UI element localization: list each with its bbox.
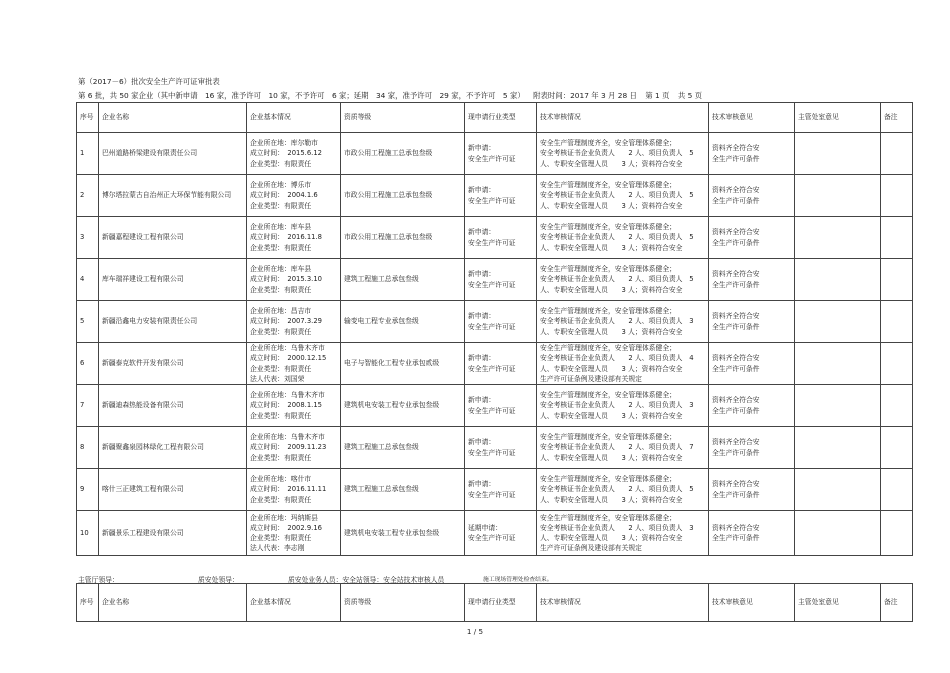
tech-review-detail-line: 安全生产管理制度齐全，安全管理体系健全； bbox=[540, 139, 676, 148]
tech-opinion bbox=[709, 301, 795, 343]
tech-review-detail-line: 安全生产管理制度齐全，安全管理体系健全； bbox=[540, 344, 676, 353]
apply-type-line: 新申请： bbox=[468, 270, 496, 279]
header-qualification: 资质等级 bbox=[341, 584, 465, 622]
header-dept-opinion: 主管处室意见 bbox=[795, 584, 881, 622]
company-name: 新疆聚鑫泉园林绿化工程有限公司 bbox=[99, 427, 247, 469]
header-no: 序号 bbox=[77, 103, 99, 133]
tech-review-detail-line: 人、专职安全管理人员 3 人；资料符合安全 bbox=[540, 327, 683, 336]
tech-review-detail-line: 安全考核证书企业负责人 2 人、项目负责人 5 bbox=[540, 233, 694, 242]
company-name: 新疆沿鑫电力安装有限责任公司 bbox=[99, 301, 247, 343]
page-index: 第 1 页 bbox=[645, 91, 670, 100]
apply-type-line: 安全生产许可证 bbox=[468, 534, 516, 542]
remarks bbox=[881, 427, 913, 469]
apply-type bbox=[465, 301, 537, 343]
tech-review-detail bbox=[537, 133, 709, 175]
company-basic-info bbox=[247, 511, 341, 556]
row-number: 3 bbox=[77, 217, 99, 259]
company-basic-info bbox=[247, 133, 341, 175]
tech-review-detail-line: 安全考核证书企业负责人 2 人、项目负责人 4 bbox=[540, 354, 694, 363]
dept-opinion bbox=[795, 427, 881, 469]
tech-review-detail-line: 安全生产管理制度齐全，安全管理体系健全； bbox=[540, 223, 676, 232]
tech-opinion bbox=[709, 133, 795, 175]
company-name: 库车瑞祥建设工程有限公司 bbox=[99, 259, 247, 301]
company-basic-info-line: 企业类型：有限责任 bbox=[250, 495, 312, 504]
company-basic-info-line: 成立时间： 2015.6.12 bbox=[250, 149, 322, 158]
qualification-level: 电子与智能化工程专业承包贰级 bbox=[341, 343, 465, 385]
tech-review-detail-line: 人、专职安全管理人员 3 人；资料符合安全 bbox=[540, 364, 683, 373]
table-row bbox=[77, 133, 913, 175]
table-row bbox=[77, 259, 913, 301]
company-basic-info bbox=[247, 217, 341, 259]
table-row bbox=[77, 343, 913, 385]
tech-opinion-line: 全生产许可条件 bbox=[712, 322, 760, 331]
company-name: 博尔塔拉蒙古自治州正大环保节能有限公司 bbox=[99, 175, 247, 217]
dept-opinion bbox=[795, 301, 881, 343]
tech-review-detail-line: 人、专职安全管理人员 3 人；资料符合安全 bbox=[540, 243, 683, 252]
remarks bbox=[881, 175, 913, 217]
tech-review-detail-line: 安全生产管理制度齐全，安全管理体系健全； bbox=[540, 265, 676, 274]
company-basic-info-line: 企业类型：有限责任 bbox=[250, 534, 312, 542]
tech-review-detail bbox=[537, 385, 709, 427]
company-basic-info bbox=[247, 259, 341, 301]
company-name: 新疆嘉程建设工程有限公司 bbox=[99, 217, 247, 259]
company-basic-info-line: 成立时间： 2000.12.15 bbox=[250, 354, 327, 363]
apply-type bbox=[465, 217, 537, 259]
remarks bbox=[881, 133, 913, 175]
company-basic-info-line: 企业类型：有限责任 bbox=[250, 453, 312, 462]
tech-opinion-line: 全生产许可条件 bbox=[712, 406, 760, 415]
header-company: 企业名称 bbox=[99, 103, 247, 133]
tech-review-detail-line: 安全生产管理制度齐全，安全管理体系健全； bbox=[540, 307, 676, 316]
row-number: 4 bbox=[77, 259, 99, 301]
tech-review-detail-line: 人、专职安全管理人员 3 人；资料符合安全 bbox=[540, 453, 683, 462]
tech-review-detail-line: 人、专职安全管理人员 3 人；资料符合安全 bbox=[540, 159, 683, 168]
header-basic: 企业基本情况 bbox=[247, 584, 341, 622]
company-name: 新疆泰克软件开发有限公司 bbox=[99, 343, 247, 385]
tech-opinion bbox=[709, 259, 795, 301]
tech-review-detail-line: 安全生产管理制度齐全，安全管理体系健全； bbox=[540, 475, 676, 484]
tech-review-detail bbox=[537, 511, 709, 556]
apply-type-line: 安全生产许可证 bbox=[468, 196, 516, 205]
tech-review-detail-line: 生产许可证条例及建设部有关规定 bbox=[540, 374, 642, 383]
qualification-level: 市政公用工程施工总承包叁级 bbox=[341, 133, 465, 175]
apply-type-line: 安全生产许可证 bbox=[468, 238, 516, 247]
company-basic-info-line: 企业类型：有限责任 bbox=[250, 201, 312, 210]
apply-type-line: 新申请： bbox=[468, 312, 496, 321]
tech-opinion bbox=[709, 175, 795, 217]
apply-type bbox=[465, 259, 537, 301]
remarks bbox=[881, 217, 913, 259]
staff-signature: 质安处业务人员：安全站领导：安全站技术审核人员 bbox=[288, 576, 445, 584]
tech-opinion-line: 全生产许可条件 bbox=[712, 534, 760, 542]
remarks bbox=[881, 343, 913, 385]
apply-type-line: 新申请： bbox=[468, 396, 496, 405]
table-row bbox=[77, 469, 913, 511]
company-basic-info-line: 企业所在地：乌鲁木齐市 bbox=[250, 433, 325, 442]
apply-type-line: 新申请： bbox=[468, 186, 496, 195]
tech-opinion bbox=[709, 343, 795, 385]
batch-summary bbox=[78, 90, 708, 101]
tech-opinion-line: 资料齐全符合安 bbox=[712, 354, 760, 363]
company-basic-info-line: 成立时间： 2015.3.10 bbox=[250, 275, 322, 284]
tech-opinion-line: 全生产许可条件 bbox=[712, 490, 760, 499]
qualification-level: 建筑工程施工总承包叁级 bbox=[341, 259, 465, 301]
dept-opinion bbox=[795, 343, 881, 385]
tech-review-detail-line: 生产许可证条例及建设部有关规定 bbox=[540, 544, 642, 553]
qualification-level: 市政公用工程施工总承包叁级 bbox=[341, 217, 465, 259]
apply-type-line: 新申请： bbox=[468, 228, 496, 237]
company-basic-info-line: 成立时间： 2016.11.11 bbox=[250, 485, 327, 494]
page-number: 1 / 5 bbox=[466, 627, 484, 636]
company-basic-info bbox=[247, 343, 341, 385]
tech-review-detail-line: 安全生产管理制度齐全，安全管理体系健全； bbox=[540, 391, 676, 400]
approval-table bbox=[76, 102, 913, 556]
tech-review-detail bbox=[537, 217, 709, 259]
company-basic-info-line: 法人代表：刘国荣 bbox=[250, 374, 305, 383]
apply-type-line: 安全生产许可证 bbox=[468, 490, 516, 499]
apply-type bbox=[465, 133, 537, 175]
company-basic-info-line: 成立时间： 2009.11.23 bbox=[250, 443, 327, 452]
tech-opinion-line: 资料齐全符合安 bbox=[712, 228, 760, 237]
table-row bbox=[77, 385, 913, 427]
tech-opinion-line: 资料齐全符合安 bbox=[712, 438, 760, 447]
table-date: 附表时间：2017 年 3 月 28 日 bbox=[533, 91, 637, 100]
tech-review-detail-line: 安全生产管理制度齐全，安全管理体系健全； bbox=[540, 513, 676, 522]
tech-review-detail-line: 安全生产管理制度齐全，安全管理体系健全； bbox=[540, 433, 676, 442]
footer-note: 施工现场管理处检查结束。 bbox=[483, 577, 553, 583]
apply-type-line: 新申请： bbox=[468, 480, 496, 489]
table-row bbox=[77, 217, 913, 259]
apply-type bbox=[465, 343, 537, 385]
header-apply-type: 现申请行业类型 bbox=[465, 103, 537, 133]
tech-review-detail-line: 安全生产管理制度齐全，安全管理体系健全； bbox=[540, 181, 676, 190]
company-basic-info-line: 企业所在地：昌吉市 bbox=[250, 307, 312, 316]
tech-opinion-line: 资料齐全符合安 bbox=[712, 312, 760, 321]
qualification-level: 建筑机电安装工程专业承包叁级 bbox=[341, 385, 465, 427]
tech-opinion bbox=[709, 469, 795, 511]
company-basic-info-line: 企业类型：有限责任 bbox=[250, 327, 312, 336]
company-basic-info bbox=[247, 469, 341, 511]
qualification-level: 输变电工程专业承包叁级 bbox=[341, 301, 465, 343]
qualification-level: 市政公用工程施工总承包叁级 bbox=[341, 175, 465, 217]
remarks bbox=[881, 301, 913, 343]
remarks bbox=[881, 385, 913, 427]
table-row bbox=[77, 175, 913, 217]
dept-opinion bbox=[795, 217, 881, 259]
header-dept-opinion: 主管处室意见 bbox=[795, 103, 881, 133]
tech-opinion-line: 全生产许可条件 bbox=[712, 448, 760, 457]
tech-review-detail-line: 安全考核证书企业负责人 2 人、项目负责人 7 bbox=[540, 443, 694, 452]
row-number: 8 bbox=[77, 427, 99, 469]
tech-review-detail-line: 人、专职安全管理人员 3 人；资料符合安全 bbox=[540, 495, 683, 504]
tech-opinion-line: 全生产许可条件 bbox=[712, 364, 760, 373]
row-number: 5 bbox=[77, 301, 99, 343]
apply-type-line: 安全生产许可证 bbox=[468, 448, 516, 457]
company-basic-info bbox=[247, 175, 341, 217]
tech-review-detail bbox=[537, 301, 709, 343]
row-number: 1 bbox=[77, 133, 99, 175]
apply-type-line: 安全生产许可证 bbox=[468, 154, 516, 163]
company-name: 喀什三正建筑工程有限公司 bbox=[99, 469, 247, 511]
table-row bbox=[77, 427, 913, 469]
table-row bbox=[77, 301, 913, 343]
row-number: 2 bbox=[77, 175, 99, 217]
tech-opinion bbox=[709, 511, 795, 556]
tech-review-detail-line: 安全考核证书企业负责人 2 人、项目负责人 3 bbox=[540, 401, 694, 410]
qualification-level: 建筑工程施工总承包叁级 bbox=[341, 427, 465, 469]
tech-opinion bbox=[709, 385, 795, 427]
qualification-level: 建筑工程施工总承包叁级 bbox=[341, 469, 465, 511]
tech-opinion-line: 全生产许可条件 bbox=[712, 280, 760, 289]
apply-type-line: 安全生产许可证 bbox=[468, 364, 516, 373]
remarks bbox=[881, 259, 913, 301]
tech-review-detail-line: 安全考核证书企业负责人 2 人、项目负责人 3 bbox=[540, 317, 694, 326]
row-number: 6 bbox=[77, 343, 99, 385]
company-basic-info-line: 企业类型：有限责任 bbox=[250, 243, 312, 252]
tech-opinion-line: 资料齐全符合安 bbox=[712, 523, 760, 532]
apply-type bbox=[465, 511, 537, 556]
apply-type-line: 安全生产许可证 bbox=[468, 322, 516, 331]
batch-counts: 第 6 批，共 50 家企业（其中新申请 16 家，准予许可 10 家，不予许可 6 家；延期 34 家，准予许可 29 家，不予许可 5 家） bbox=[78, 91, 525, 100]
company-basic-info-line: 企业所在地：乌鲁木齐市 bbox=[250, 344, 325, 353]
tech-review-detail-line: 安全考核证书企业负责人 2 人、项目负责人 5 bbox=[540, 275, 694, 284]
tech-opinion-line: 全生产许可条件 bbox=[712, 196, 760, 205]
company-basic-info-line: 企业所在地：库尔勒市 bbox=[250, 139, 318, 148]
company-basic-info-line: 企业所在地：博乐市 bbox=[250, 181, 312, 190]
company-basic-info-line: 成立时间： 2004.1.6 bbox=[250, 191, 318, 200]
dept-opinion bbox=[795, 469, 881, 511]
tech-review-detail-line: 人、专职安全管理人员 3 人；资料符合安全 bbox=[540, 534, 683, 542]
dept-opinion bbox=[795, 175, 881, 217]
table-header-row bbox=[77, 103, 913, 133]
row-number: 7 bbox=[77, 385, 99, 427]
company-basic-info bbox=[247, 301, 341, 343]
header-tech-opinion: 技术审核意见 bbox=[709, 103, 795, 133]
tech-review-detail-line: 安全考核证书企业负责人 2 人、项目负责人 5 bbox=[540, 485, 694, 494]
tech-opinion bbox=[709, 427, 795, 469]
remarks bbox=[881, 511, 913, 556]
tech-opinion-line: 资料齐全符合安 bbox=[712, 186, 760, 195]
table-row bbox=[77, 511, 913, 556]
repeated-header-row bbox=[77, 584, 913, 622]
tech-review-detail bbox=[537, 469, 709, 511]
header-company: 企业名称 bbox=[99, 584, 247, 622]
tech-opinion-line: 资料齐全符合安 bbox=[712, 396, 760, 405]
tech-review-detail-line: 安全考核证书企业负责人 2 人、项目负责人 5 bbox=[540, 149, 694, 158]
company-name: 新疆迪森热能设备有限公司 bbox=[99, 385, 247, 427]
tech-opinion bbox=[709, 217, 795, 259]
tech-review-detail bbox=[537, 343, 709, 385]
header-tech-review: 技术审核情况 bbox=[537, 584, 709, 622]
company-basic-info-line: 企业所在地：玛纳斯县 bbox=[250, 513, 318, 522]
tech-opinion-line: 资料齐全符合安 bbox=[712, 480, 760, 489]
company-basic-info-line: 成立时间： 2016.11.8 bbox=[250, 233, 322, 242]
row-number: 10 bbox=[77, 511, 99, 556]
tech-opinion-line: 资料齐全符合安 bbox=[712, 270, 760, 279]
apply-type bbox=[465, 385, 537, 427]
tech-review-detail-line: 人、专职安全管理人员 3 人；资料符合安全 bbox=[540, 411, 683, 420]
company-basic-info-line: 企业所在地：喀什市 bbox=[250, 475, 312, 484]
header-apply-type: 现申请行业类型 bbox=[465, 584, 537, 622]
company-basic-info-line: 企业所在地：乌鲁木齐市 bbox=[250, 391, 325, 400]
company-basic-info-line: 企业类型：有限责任 bbox=[250, 411, 312, 420]
apply-type bbox=[465, 175, 537, 217]
tech-review-detail bbox=[537, 259, 709, 301]
company-basic-info-line: 成立时间： 2002.9.16 bbox=[250, 523, 322, 532]
page-total: 共 5 页 bbox=[677, 91, 703, 100]
row-number: 9 bbox=[77, 469, 99, 511]
apply-type-line: 新申请： bbox=[468, 438, 496, 447]
qualification-level: 建筑机电安装工程专业承包叁级 bbox=[341, 511, 465, 556]
apply-type-line: 新申请： bbox=[468, 144, 496, 153]
company-basic-info-line: 法人代表：李志刚 bbox=[250, 544, 305, 553]
tech-review-detail-line: 人、专职安全管理人员 3 人；资料符合安全 bbox=[540, 201, 683, 210]
company-basic-info bbox=[247, 385, 341, 427]
header-remarks: 备注 bbox=[881, 103, 913, 133]
tech-opinion-line: 全生产许可条件 bbox=[712, 238, 760, 247]
company-basic-info-line: 企业类型：有限责任 bbox=[250, 285, 312, 294]
quality-signature: 质安处领导： bbox=[198, 576, 239, 584]
tech-review-detail bbox=[537, 427, 709, 469]
apply-type bbox=[465, 469, 537, 511]
company-basic-info-line: 企业类型：有限责任 bbox=[250, 364, 312, 373]
repeated-header-table bbox=[76, 583, 913, 622]
header-basic: 企业基本情况 bbox=[247, 103, 341, 133]
company-name: 新疆景乐工程建设有限公司 bbox=[99, 511, 247, 556]
header-tech-review: 技术审核情况 bbox=[537, 103, 709, 133]
remarks bbox=[881, 469, 913, 511]
tech-review-detail-line: 安全考核证书企业负责人 2 人、项目负责人 3 bbox=[540, 523, 694, 532]
tech-opinion-line: 资料齐全符合安 bbox=[712, 144, 760, 153]
tech-review-detail-line: 人、专职安全管理人员 3 人；资料符合安全 bbox=[540, 285, 683, 294]
apply-type-line: 安全生产许可证 bbox=[468, 280, 516, 289]
header-no: 序号 bbox=[77, 584, 99, 622]
header-remarks: 备注 bbox=[881, 584, 913, 622]
header-qualification: 资质等级 bbox=[341, 103, 465, 133]
company-name: 巴州道路桥梁建设有限责任公司 bbox=[99, 133, 247, 175]
apply-type-line: 新申请： bbox=[468, 354, 496, 363]
company-basic-info-line: 企业所在地：库车县 bbox=[250, 265, 312, 274]
dept-opinion bbox=[795, 259, 881, 301]
company-basic-info-line: 企业类型：有限责任 bbox=[250, 159, 312, 168]
tech-opinion-line: 全生产许可条件 bbox=[712, 154, 760, 163]
leader-signature: 主管厅领导： bbox=[78, 576, 119, 584]
apply-type-line: 安全生产许可证 bbox=[468, 406, 516, 415]
dept-opinion bbox=[795, 133, 881, 175]
document-title: 第（2017－6）批次安全生产许可证审批表 bbox=[78, 77, 220, 86]
tech-review-detail-line: 安全考核证书企业负责人 2 人、项目负责人 5 bbox=[540, 191, 694, 200]
dept-opinion bbox=[795, 511, 881, 556]
tech-review-detail bbox=[537, 175, 709, 217]
apply-type-line: 延期申请： bbox=[468, 523, 502, 532]
dept-opinion bbox=[795, 385, 881, 427]
company-basic-info-line: 成立时间： 2008.1.15 bbox=[250, 401, 322, 410]
company-basic-info bbox=[247, 427, 341, 469]
apply-type bbox=[465, 427, 537, 469]
company-basic-info-line: 企业所在地：库车县 bbox=[250, 223, 312, 232]
header-tech-opinion: 技术审核意见 bbox=[709, 584, 795, 622]
company-basic-info-line: 成立时间： 2007.3.29 bbox=[250, 317, 322, 326]
